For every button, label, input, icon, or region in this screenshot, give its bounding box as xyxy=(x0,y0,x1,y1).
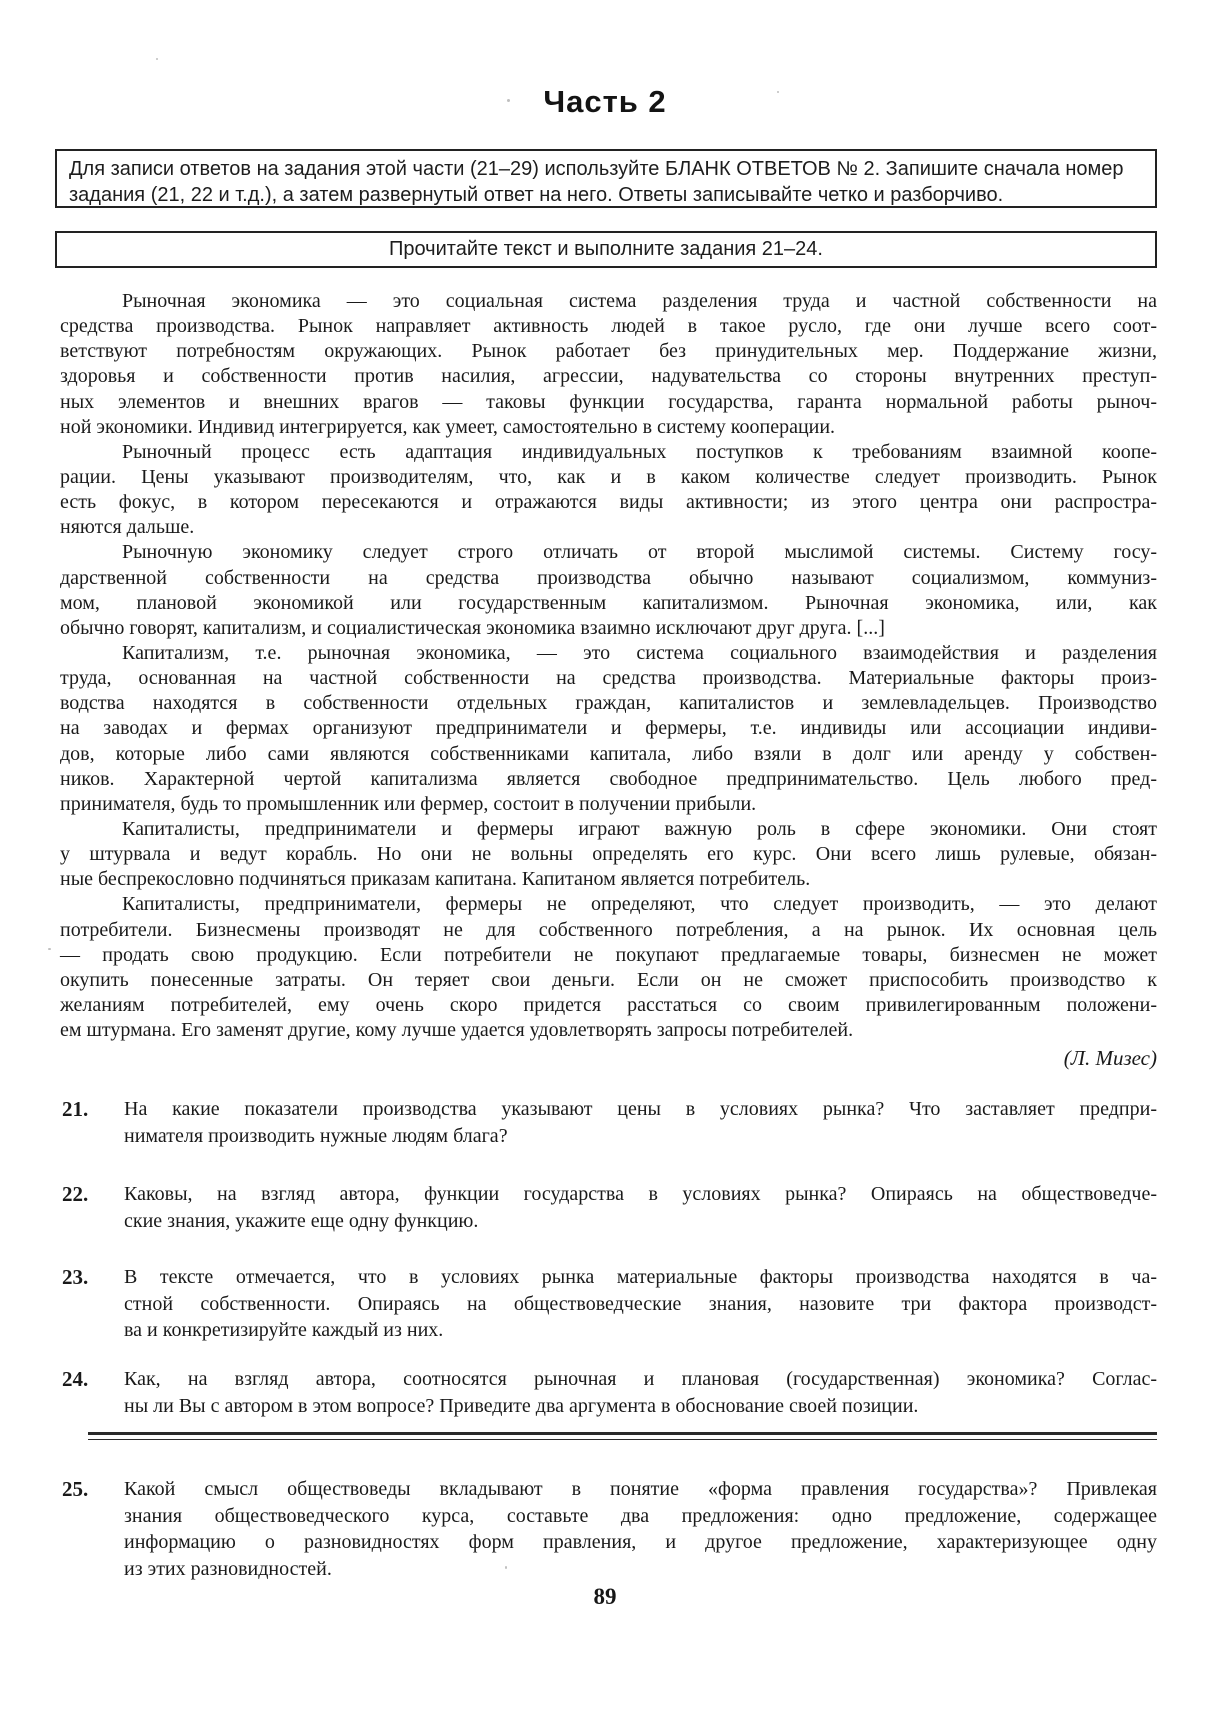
text-line: мом, плановой экономикой или государственным капитализмом. Рыночная экономика, или, как xyxy=(60,591,1157,614)
text-line: водства находятся в собственности отдельных граждан, капиталистов и землевладельцев. Производство xyxy=(60,692,1157,715)
text-line: ных элементов и внешних врагов — таковы функции государства, гаранта нормальной работы рыноч- xyxy=(60,390,1157,413)
text-line: Рыночную экономику следует строго отличать от второй мыслимой системы. Систему госу- xyxy=(122,541,1157,564)
question-line: стной собственности. Опираясь на обществоведческие знания, назовите три фактора производст- xyxy=(124,1292,1157,1315)
question-number: 25. xyxy=(62,1477,89,1501)
text-line: здоровья и собственности против насилия, агрессии, надувательства со стороны внутренних преступ- xyxy=(60,365,1157,388)
text-line: Рыночный процесс есть адаптация индивидуальных поступков к требованиям взаимной коопе- xyxy=(122,440,1157,463)
question-line: В тексте отмечается, что в условиях рынка материальные факторы производства находятся в ча- xyxy=(124,1266,1157,1288)
question-line: ны ли Вы с автором в этом вопросе? Приведите два аргумента в обоснование своей позиции. xyxy=(124,1394,919,1417)
question-line: нимателя производить нужные людям блага? xyxy=(124,1124,508,1147)
instruction-line: Для записи ответов на задания этой части (21–29) используйте БЛАНК ОТВЕТОВ № 2. Запишите сначала номер xyxy=(69,158,1124,180)
question-line: ские знания, укажите еще одну функцию. xyxy=(124,1209,479,1232)
question-line: ва и конкретизируйте каждый из них. xyxy=(124,1319,444,1341)
text-line: на заводах и фермах организуют предприниматели и фермеры, т.е. индивиды или ассоциации индиви- xyxy=(60,717,1157,740)
text-line: есть фокус, в котором пересекаются и отражаются виды активности; из этого центра они распростра- xyxy=(60,491,1157,514)
question-number: 22. xyxy=(62,1182,89,1206)
question-25 xyxy=(60,1476,1157,1582)
scan-speck xyxy=(156,58,158,60)
instruction-line: задания (21, 22 и т.д.), а затем развернутый ответ на него. Ответы записывайте четко и разборчиво. xyxy=(69,184,1004,206)
text-line: Капиталисты, предприниматели и фермеры играют важную роль в сфере экономики. Они стоят xyxy=(122,817,1157,840)
page-title: Часть 2 xyxy=(543,84,667,119)
text-line: — продать свою продукцию. Если потребители не покупают предлагаемые товары, бизнесмен не может xyxy=(60,943,1157,966)
text-line: ной экономики. Индивид интегрируется, как умеет, самостоятельно в систему кооперации. xyxy=(60,415,836,438)
question-line: Какой смысл обществоведы вкладывают в понятие «форма правления государства»? Привлекая xyxy=(124,1478,1157,1500)
text-line: принимателя, будь то промышленник или фермер, состоит в получении прибыли. xyxy=(60,792,757,815)
text-line: ветствуют потребностям окружающих. Рынок работает без принудительных мер. Поддержание жизни, xyxy=(60,340,1157,363)
page-number: 89 xyxy=(593,1584,617,1609)
text-line: потребители. Бизнесмены производят не для собственного потребления, а на рынок. Их основная цель xyxy=(60,918,1157,941)
task-range-text: Прочитайте текст и выполните задания 21–24. xyxy=(389,238,823,260)
question-line: Как, на взгляд автора, соотносятся рыночная и плановая (государственная) экономика? Соглас- xyxy=(124,1368,1157,1390)
text-line: Капиталисты, предприниматели, фермеры не определяют, что следует производить, — это делают xyxy=(122,893,1157,916)
section-divider xyxy=(88,1432,1157,1440)
question-21 xyxy=(60,1096,1157,1149)
text-line: окупить понесенные затраты. Он теряет свои деньги. Если он не сможет приспособить производство к xyxy=(60,968,1157,991)
question-number: 21. xyxy=(62,1097,89,1121)
question-24 xyxy=(60,1366,1157,1419)
question-number: 24. xyxy=(62,1367,89,1391)
scan-speck xyxy=(505,1566,507,1569)
attribution: (Л. Мизес) xyxy=(1063,1046,1157,1071)
question-23 xyxy=(60,1264,1157,1344)
text-line: ем штурмана. Его заменят другие, кому лучше удается удовлетворять запросы потребителей. xyxy=(60,1019,854,1042)
scan-speck xyxy=(777,91,779,93)
text-line: Рыночная экономика — это социальная система разделения труда и частной собственности на xyxy=(122,290,1157,312)
text-line: Капитализм, т.е. рыночная экономика, — это система социального взаимодействия и разделения xyxy=(122,641,1157,664)
text-line: средства производства. Рынок направляет активность людей в такое русло, где они лучше всего соот- xyxy=(60,315,1157,338)
text-line: дов, которые либо сами являются собственниками капитала, либо взяли в долг или аренду у собствен- xyxy=(60,742,1157,765)
question-line: Каковы, на взгляд автора, функции государства в условиях рынка? Опираясь на обществоведче- xyxy=(124,1183,1157,1205)
question-line: На какие показатели производства указывают цены в условиях рынка? Что заставляет предпри- xyxy=(124,1098,1157,1120)
question-line: знания обществоведческого курса, составьте два предложения: одно предложение, содержащее xyxy=(124,1504,1157,1527)
text-line: у штурвала и ведут корабль. Но они не вольны определять его курс. Они всего лишь рулевые, обязан- xyxy=(60,843,1157,866)
task-range-box xyxy=(55,231,1157,268)
text-line: рации. Цены указывают производителям, что, как и в каком количестве следует производить. Рынок xyxy=(60,465,1157,488)
question-22 xyxy=(60,1181,1157,1234)
text-line: желаниям потребителей, ему очень скоро придется расстаться со своим привилегированным положени- xyxy=(60,993,1157,1016)
text-line: обычно говорят, капитализм, и социалистическая экономика взаимно исключают друг друга. [...] xyxy=(60,616,885,639)
text-line: труда, основанная на частной собственности на средства производства. Материальные факторы произ- xyxy=(60,667,1157,690)
scan-speck xyxy=(507,99,510,102)
text-line: ные беспрекословно подчиняться приказам капитана. Капитаном является потребитель. xyxy=(60,868,811,891)
question-line: информацию о разновидностях форм правления, и другое предложение, характеризующее одну xyxy=(124,1531,1157,1553)
question-number: 23. xyxy=(62,1265,89,1289)
text-line: няются дальше. xyxy=(60,516,195,539)
scan-speck xyxy=(48,948,51,950)
reading-text xyxy=(60,289,1157,1071)
text-line: ников. Характерной чертой капитализма является свободное предпринимательство. Цель любого пред- xyxy=(60,767,1157,790)
question-line: из этих разновидностей. xyxy=(124,1557,332,1580)
instruction-box xyxy=(55,149,1157,208)
text-line: дарственной собственности на средства производства обычно называют социализмом, коммуниз- xyxy=(60,566,1157,589)
